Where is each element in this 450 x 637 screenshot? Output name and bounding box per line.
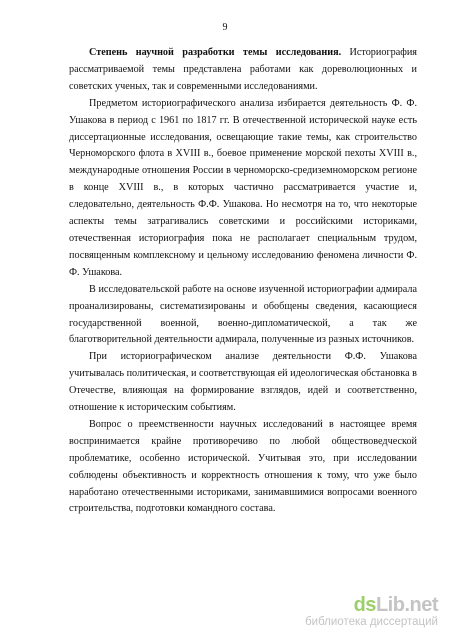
paragraph-text: Вопрос о преемственности научных исследований в настоящее время воспринимается крайне противоречиво по любой обществоведческой проблематике, особенно исторической. Учитывая это, при исследовании соблюдены объективность и корректность отношения к тому, что уже было наработано отечественными историками, занимавшимися вопросами военного строительства, подготовки командного состава. (69, 418, 417, 515)
dslib-logo (298, 594, 438, 616)
paragraph-1 (69, 45, 417, 96)
paragraph-text: Предметом историографического анализа избирается деятельность Ф. Ф. Ушакова в период с 1961 по 1817 гг. В отечественной исторической науке есть диссертационные исследования, освещающие такие темы, как строительство Черноморского флота в XVIII в., боевое применение морской пехоты XVIII в., международные отношения России в черноморско-средиземноморском регионе в конце XVIII в., в которых частично рассматривается участие и, следовательно, деятельность Ф.Ф. Ушакова. Но несмотря на то, что некоторые аспекты темы затрагивались советскими и российскими историками, отечественная историография пока не располагает специальным трудом, посвященным комплексному и цельному исследованию феномена личности Ф. Ф. Ушакова. (69, 97, 417, 278)
page-number: 9 (222, 22, 228, 33)
logo-net: net (409, 594, 438, 616)
paragraph-2 (69, 96, 417, 282)
paragraph-text: Историография рассматриваемой темы представлена работами как дореволюционных и советских ученых, так и современными исследованиями. (69, 47, 417, 92)
logo-ds: ds (353, 594, 376, 616)
paragraph-3 (69, 282, 417, 350)
logo-lib: Lib (375, 594, 405, 616)
document-body (69, 45, 417, 518)
paragraph-5 (69, 417, 417, 518)
logo-dot: . (404, 594, 410, 616)
paragraph-text: В исследовательской работе на основе изученной историографии адмирала проанализированы, систематизированы и обобщены сведения, касающиеся государственной военной, военно-дипломатической, а так же благотворительной деятельности адмирала, полученные из разных источников. (69, 283, 417, 346)
paragraph-4 (69, 349, 417, 417)
watermark-subtitle: библиотека диссертаций (305, 616, 438, 628)
paragraph-bold-lead: Степень научной разработки темы исследования. (89, 47, 342, 58)
dslib-watermark (298, 594, 438, 629)
paragraph-text: При историографическом анализе деятельности Ф.Ф. Ушакова учитывалась политическая, и соответствующая ей идеологическая обстановка в Отечестве, влияющая на формирование взглядов, идей и соответственно, отношение к историческим событиям. (69, 351, 417, 414)
